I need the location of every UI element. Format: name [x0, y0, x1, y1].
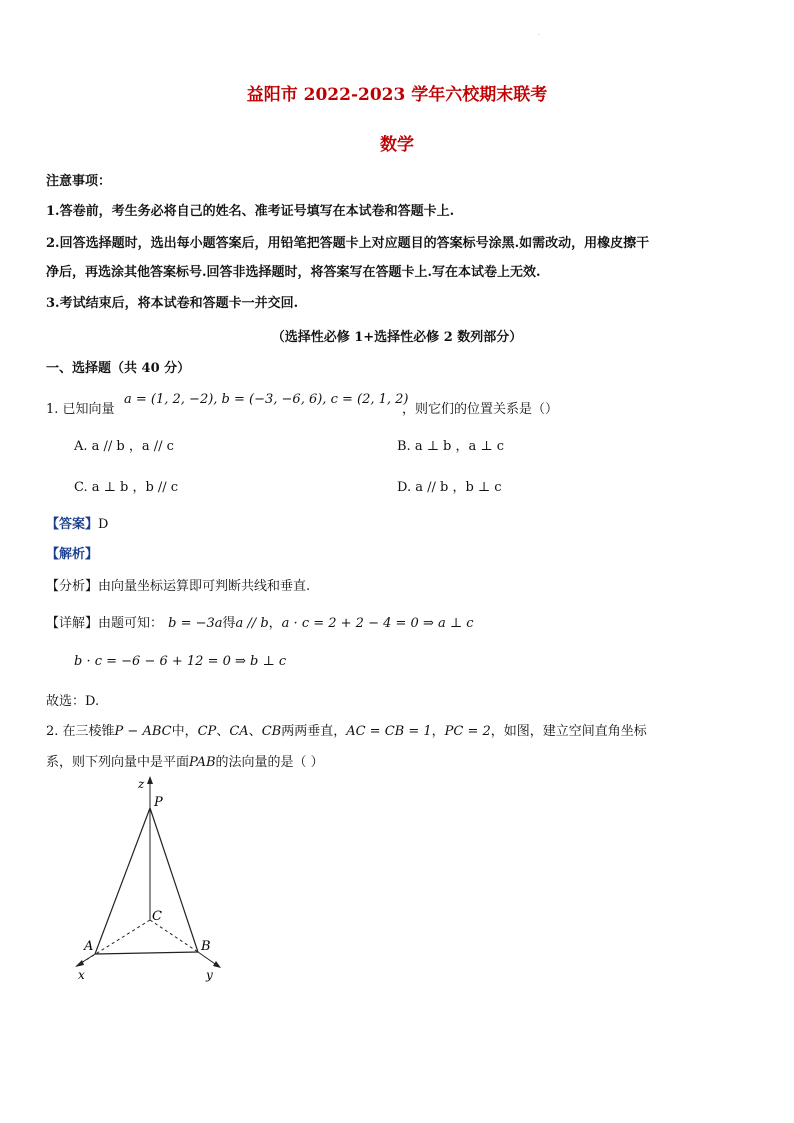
label-c: C	[152, 909, 162, 924]
q2-text-2c: 的法向量的是（ ）	[215, 755, 324, 770]
detail-expr-1: b = −3a	[168, 616, 223, 631]
label-y: y	[206, 968, 213, 982]
q2-text-e: 、	[216, 724, 230, 739]
section-heading-choice: 一、选择题（共 40 分）	[46, 361, 191, 376]
q2-math-pabc: P − ABC	[114, 724, 172, 739]
notice-heading: 注意事项：	[46, 174, 112, 189]
notice-item-3: 3.考试结束后，将本试卷和答题卡一并交回.	[46, 296, 299, 311]
answer-label: 【答案】	[46, 517, 99, 532]
q2-text-i: 两两垂直，	[281, 724, 347, 739]
label-z: z	[138, 777, 145, 791]
q1-prefix: 1. 已知向量	[46, 402, 115, 417]
q2-math-cb: CB	[261, 724, 282, 739]
y-axis-arrow	[213, 961, 221, 968]
q1-detail-line-2: b · c = −6 − 6 + 12 = 0 ⇒ b ⊥ c	[74, 654, 287, 669]
edge-ab	[95, 952, 198, 954]
scope-note: （选择性必修 1+选择性必修 2 数列部分）	[271, 330, 523, 345]
y-axis-hidden	[150, 920, 198, 952]
notice-item-1: 1.答卷前，考生务必将自己的姓名、准考证号填写在本试卷和答题卡上.	[46, 204, 455, 219]
q1-detail-line-1	[46, 612, 474, 631]
label-x: x	[78, 968, 85, 982]
q1-answer-line	[46, 513, 108, 532]
q2-math-lengths: AC = CB = 1	[346, 724, 432, 739]
fenxi-text: 由向量坐标运算即可判断共线和垂直.	[98, 579, 311, 594]
q1-conclusion: 故选：D.	[46, 694, 100, 709]
q2-text-2a: 系，则下列向量中是平面	[46, 755, 190, 770]
detail-expr-3: a · c = 2 + 2 − 4 = 0 ⇒ a ⊥ c	[281, 616, 474, 631]
q1-option-a: A. a // b ，a // c	[74, 439, 174, 454]
q2-text-a: 2. 在三棱锥	[46, 724, 115, 739]
fenxi-label: 【分析】	[46, 579, 99, 594]
subject-title: 数学	[380, 135, 414, 155]
detail-expr-2: a // b	[235, 616, 269, 631]
q1-option-c: C. a ⊥ b ，b // c	[74, 480, 179, 495]
exam-title: 益阳市 2022-2023 学年六校期末联考	[246, 85, 548, 105]
label-p: P	[154, 795, 163, 810]
edge-pb	[150, 808, 198, 952]
x-axis-arrow	[75, 960, 84, 967]
q2-text-m: ，如图，建立空间直角坐标	[490, 724, 647, 739]
label-a: A	[84, 939, 94, 954]
notice-item-2-line-1: 2.回答选择题时，选出每小题答案后，用铅笔把答题卡上对应题目的答案标号涂黑.如需改动，用橡皮擦干	[46, 236, 650, 251]
tetrahedron-figure	[70, 772, 230, 982]
detail-comma: ，	[268, 616, 282, 631]
q2-text-k: ，	[431, 724, 445, 739]
q2-line-1	[46, 720, 647, 739]
answer-value: D	[98, 517, 109, 532]
page-dot-mark: ·	[538, 32, 540, 39]
label-b: B	[201, 939, 211, 954]
q2-math-ca: CA	[229, 724, 249, 739]
q1-fenxi-line	[46, 575, 310, 594]
edge-pa	[95, 808, 150, 954]
detail-label: 【详解】	[46, 616, 99, 631]
q2-text-g: 、	[248, 724, 262, 739]
q1-option-b: B. a ⊥ b ，a ⊥ c	[397, 439, 505, 454]
analysis-label: 【解析】	[46, 547, 99, 562]
q1-option-d: D. a // b ，b ⊥ c	[397, 480, 502, 495]
detail-word-de: 得	[222, 616, 236, 631]
q1-suffix: ，则它们的位置关系是（）	[402, 402, 559, 417]
q2-text-c: 中，	[171, 724, 198, 739]
q1-vectors: a = (1, 2, −2), b = (−3, −6, 6), c = (2, 1, 2)	[124, 392, 409, 407]
detail-pre: 由题可知：	[98, 616, 164, 631]
q2-math-cp: CP	[197, 724, 217, 739]
z-axis-arrow	[147, 776, 153, 784]
q2-math-pab: PAB	[189, 755, 216, 770]
notice-item-2-line-2: 净后，再选涂其他答案标号.回答非选择题时，将答案写在答题卡上.写在本试卷上无效.	[46, 265, 541, 280]
q2-math-pc: PC = 2	[444, 724, 491, 739]
q2-line-2	[46, 751, 324, 770]
